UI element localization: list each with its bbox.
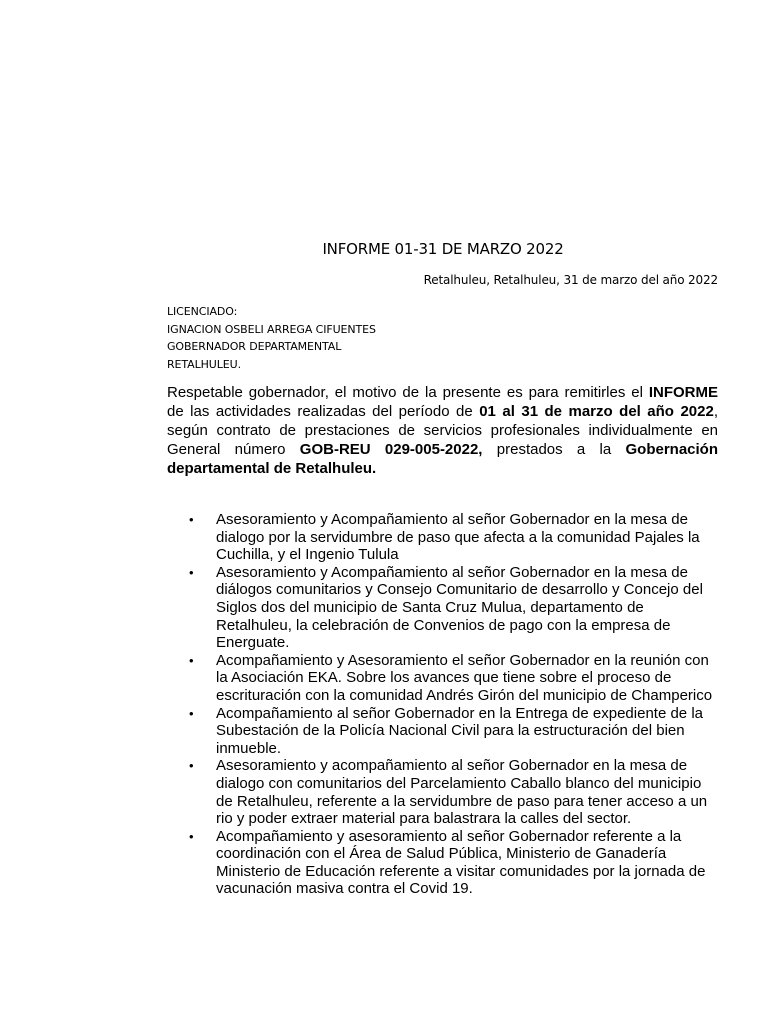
list-item-text: Acompañamiento y Asesoramiento el señor Gobernador en la reunión con la Asociación EKA. Sobre los avances que tiene sobre el proceso de escrituración con la comunidad Andrés Girón del municipio de Champerico: [216, 651, 713, 704]
intro-text: de las actividades realizadas del período de: [167, 403, 480, 420]
intro-bold-text: INFORME: [648, 384, 718, 401]
list-item: [189, 704, 716, 758]
intro-text: prestados a la: [482, 441, 626, 458]
list-item-text: Acompañamiento y asesoramiento al señor Gobernador referente a la coordinación con el Área de Salud Pública, Ministerio de Ganadería Ministerio de Educación referente a visitar comunidades por la jornada de vacunación masiva contra el Covid 19.: [216, 827, 706, 898]
bullet-icon: •: [189, 828, 194, 844]
dateline: Retalhuleu, Retalhuleu, 31 de marzo del año 2022: [423, 273, 718, 287]
list-item: [189, 757, 716, 828]
bullet-icon: •: [189, 652, 194, 668]
list-item-text: Asesoramiento y Acompañamiento al señor Gobernador en la mesa de diálogos comunitarios y Consejo Comunitario de desarrollo y Concejo del Siglos dos del municipio de Santa Cruz Mulua, departamento de Retalhuleu, la celebración de Convenios de pago con la empresa de Energuate.: [216, 563, 703, 652]
recipient-line: IGNACION OSBELI ARREGA CIFUENTES: [167, 322, 376, 336]
document-title: INFORME 01-31 DE MARZO 2022: [322, 240, 564, 258]
activities-list: [189, 511, 716, 898]
recipient-line: RETALHULEU.: [167, 357, 241, 371]
bullet-icon: •: [189, 564, 194, 580]
intro-text: Respetable gobernador, el motivo de la presente es para remitirles el: [167, 384, 649, 401]
list-item: [189, 563, 716, 652]
recipient-line: LICENCIADO:: [167, 305, 238, 318]
recipient-block: [167, 303, 376, 373]
list-item: [189, 511, 716, 564]
recipient-line: GOBERNADOR DEPARTAMENTAL: [167, 340, 342, 353]
list-item-text: Asesoramiento y acompañamiento al señor Gobernador en la mesa de dialogo con comunitarios del Parcelamiento Caballo blanco del municipio de Retalhuleu, referente a la servidumbre de paso para tener acceso a un rio y poder extraer material para balastrara la calles del sector.: [216, 757, 708, 828]
intro-bold-text: Gobernación departamental de Retalhuleu.: [167, 441, 718, 477]
bullet-icon: •: [189, 705, 194, 721]
bullet-icon: •: [189, 758, 194, 774]
intro-bold-text: GOB-REU 029-005-2022,: [299, 441, 483, 458]
bullet-icon: •: [189, 512, 194, 527]
list-item: [189, 651, 716, 705]
intro-text: , según contrato de prestaciones de servicios profesionales individualmente en General número: [167, 403, 718, 458]
list-item-text: Asesoramiento y Acompañamiento al señor Gobernador en la mesa de dialogo por la servidumbre de paso que afecta a la comunidad Pajales la Cuchilla, y el Ingenio Tulula: [216, 511, 700, 564]
intro-paragraph: [167, 383, 718, 478]
intro-bold-text: 01 al 31 de marzo del año 2022: [479, 403, 714, 420]
list-item-text: Acompañamiento al señor Gobernador en la Entrega de expediente de la Subestación de la Policía Nacional Civil para la estructuración del bien inmueble.: [216, 704, 703, 757]
list-item: [189, 827, 716, 898]
